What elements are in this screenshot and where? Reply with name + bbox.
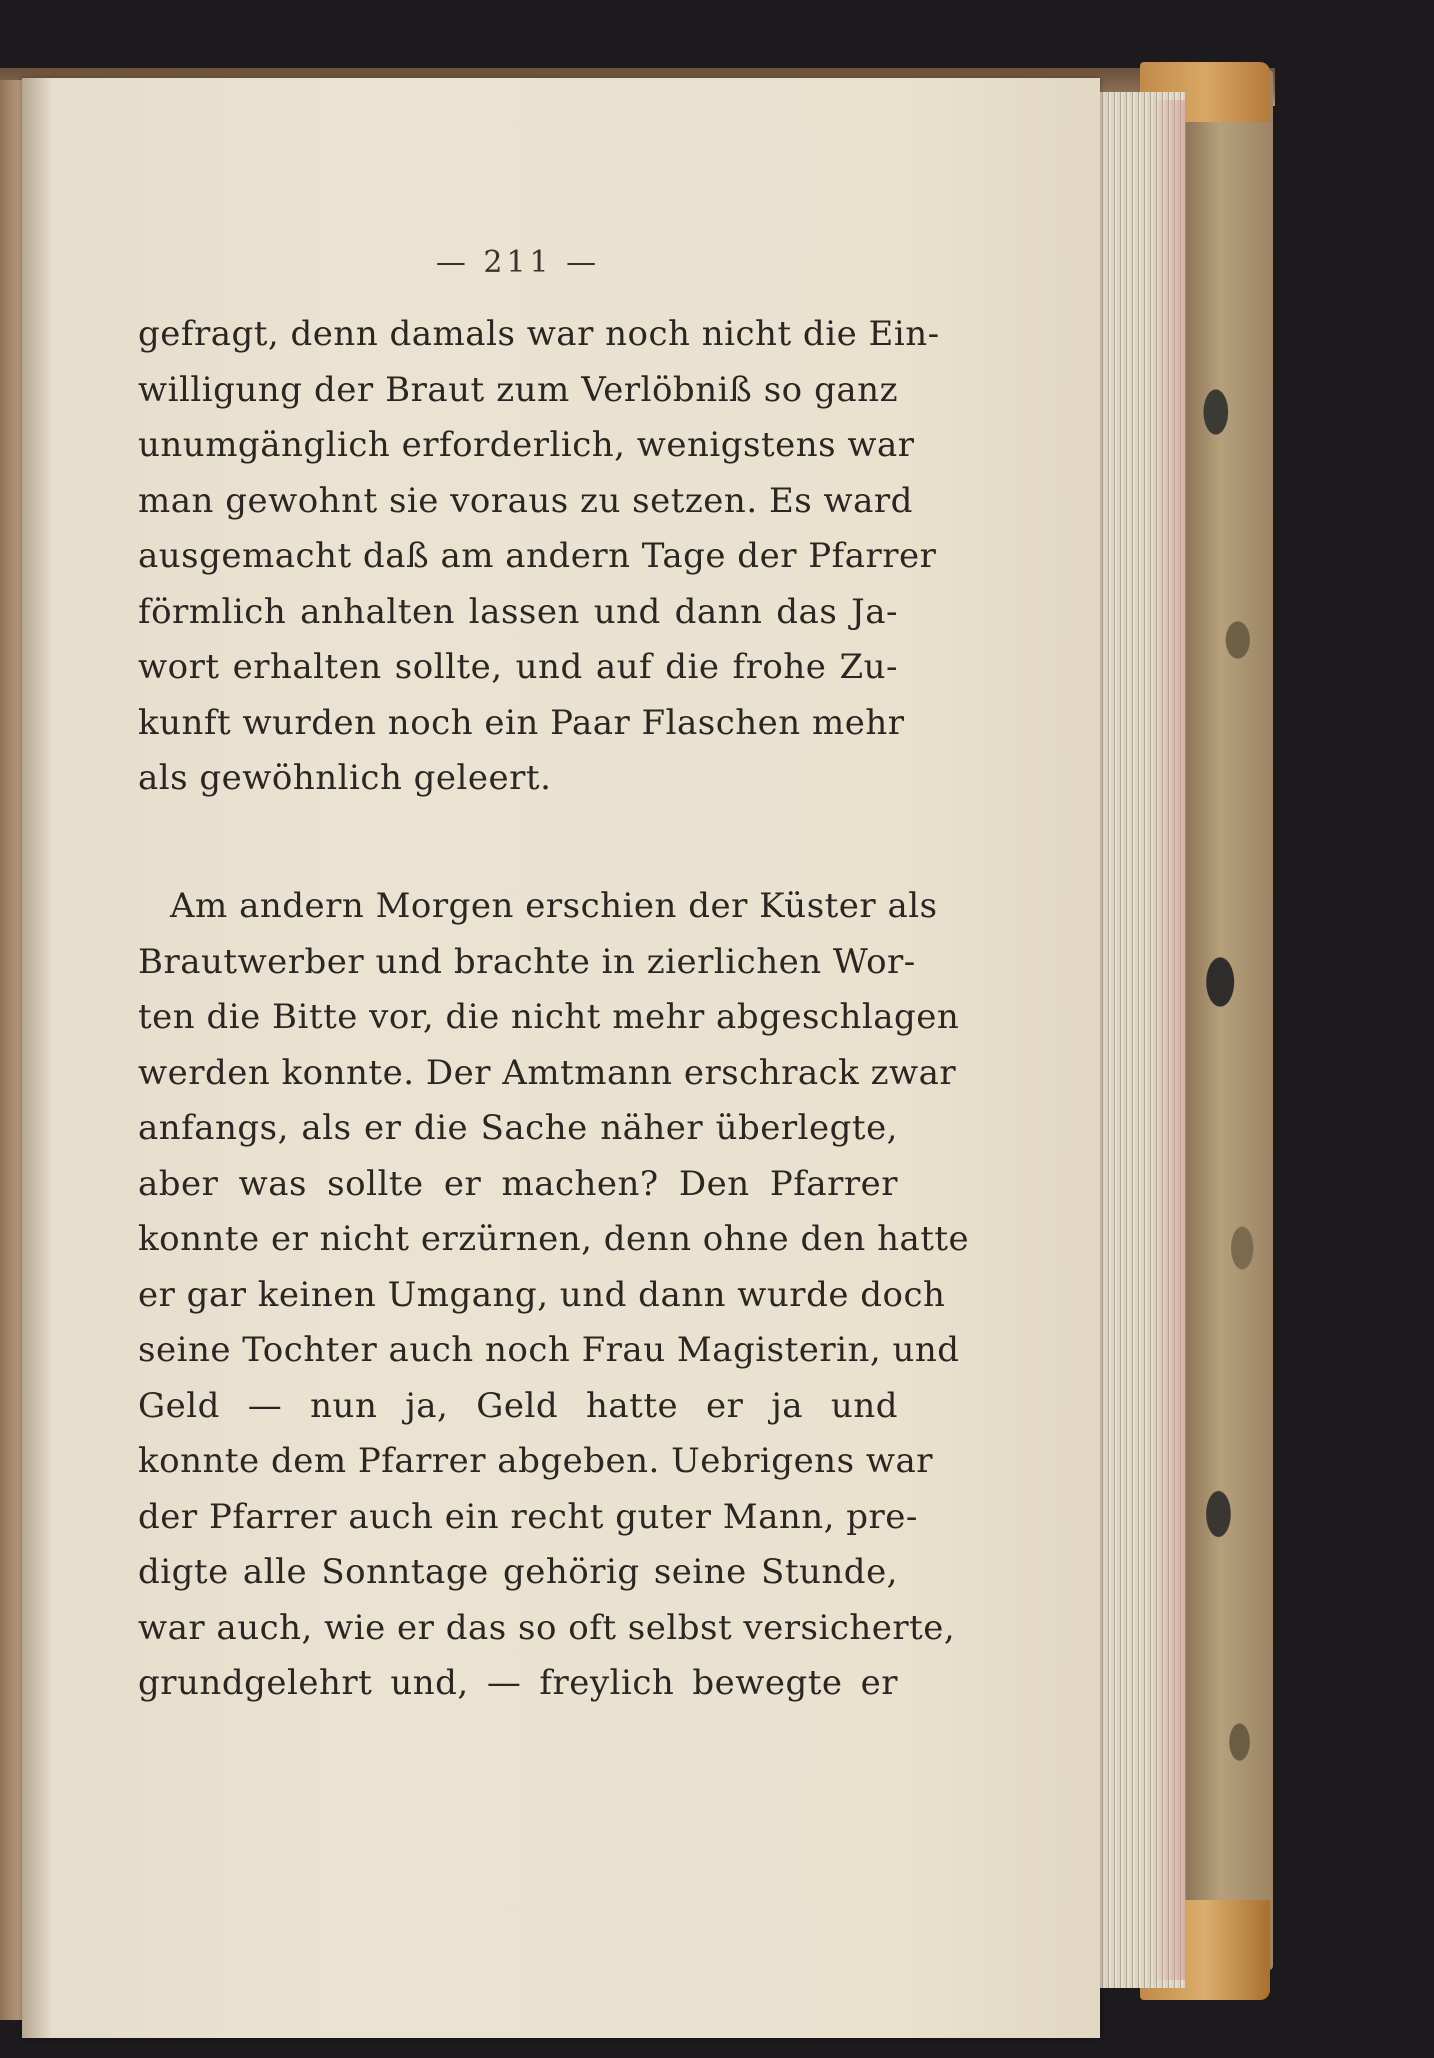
text-line: Brautwerber und brachte in zierlichen Wor- [138,941,916,982]
text-line: als gewöhnlich geleert. [138,758,552,798]
text-line: Am andern Morgen erschien der Küster als [170,886,938,926]
text-line: konnte er nicht erzürnen, denn ohne den hatte [138,1219,970,1259]
paragraph-1 [138,307,940,807]
text-line: willigung der Braut zum Verlöbniß so ganz [138,369,898,410]
text-line: anfangs, als er die Sache näher überlegte, [138,1108,898,1148]
text-line: ausgemacht daß am andern Tage der Pfarrer [138,536,937,576]
text-line: konnte dem Pfarrer abgeben. Uebrigens war [138,1441,933,1481]
text-line: unumgänglich erforderlich, wenigstens war [138,425,915,465]
text-line: gefragt, denn damals war noch nicht die Ein- [138,314,940,354]
text-line: werden konnte. Der Amtmann erschrack zwar [138,1052,957,1093]
page-edge-tint [1150,100,1186,1980]
text-line: war auch, wie er das so oft selbst versicherte, [138,1607,956,1648]
text-line: man gewohnt sie voraus zu setzen. Es ward [138,480,913,521]
text-line: wort erhalten sollte, und auf die frohe Zu- [138,647,898,687]
text-line: kunft wurden noch ein Paar Flaschen mehr [138,702,905,743]
text-line: seine Tochter auch noch Frau Magisterin, und [138,1330,960,1370]
text-line: förmlich anhalten lassen und dann das Ja- [138,591,898,632]
paragraph-2 [138,879,970,1712]
text-line: Geld — nun ja, Geld hatte er ja und [138,1385,898,1426]
text-line: er gar keinen Umgang, und dann wurde doch [138,1274,946,1315]
text-line: digte alle Sonntage gehörig seine Stunde, [138,1552,898,1592]
text-line: der Pfarrer auch ein recht guter Mann, pre- [138,1496,918,1537]
marbled-paper-cover [1185,70,1273,1970]
text-line: ten die Bitte vor, die nicht mehr abgeschlagen [138,997,960,1037]
text-line: grundgelehrt und, — freylich bewegte er [138,1663,898,1703]
page-number: — 211 — [435,245,601,280]
text-line: aber was sollte er machen? Den Pfarrer [138,1163,898,1204]
gutter-shadow [22,78,52,2038]
